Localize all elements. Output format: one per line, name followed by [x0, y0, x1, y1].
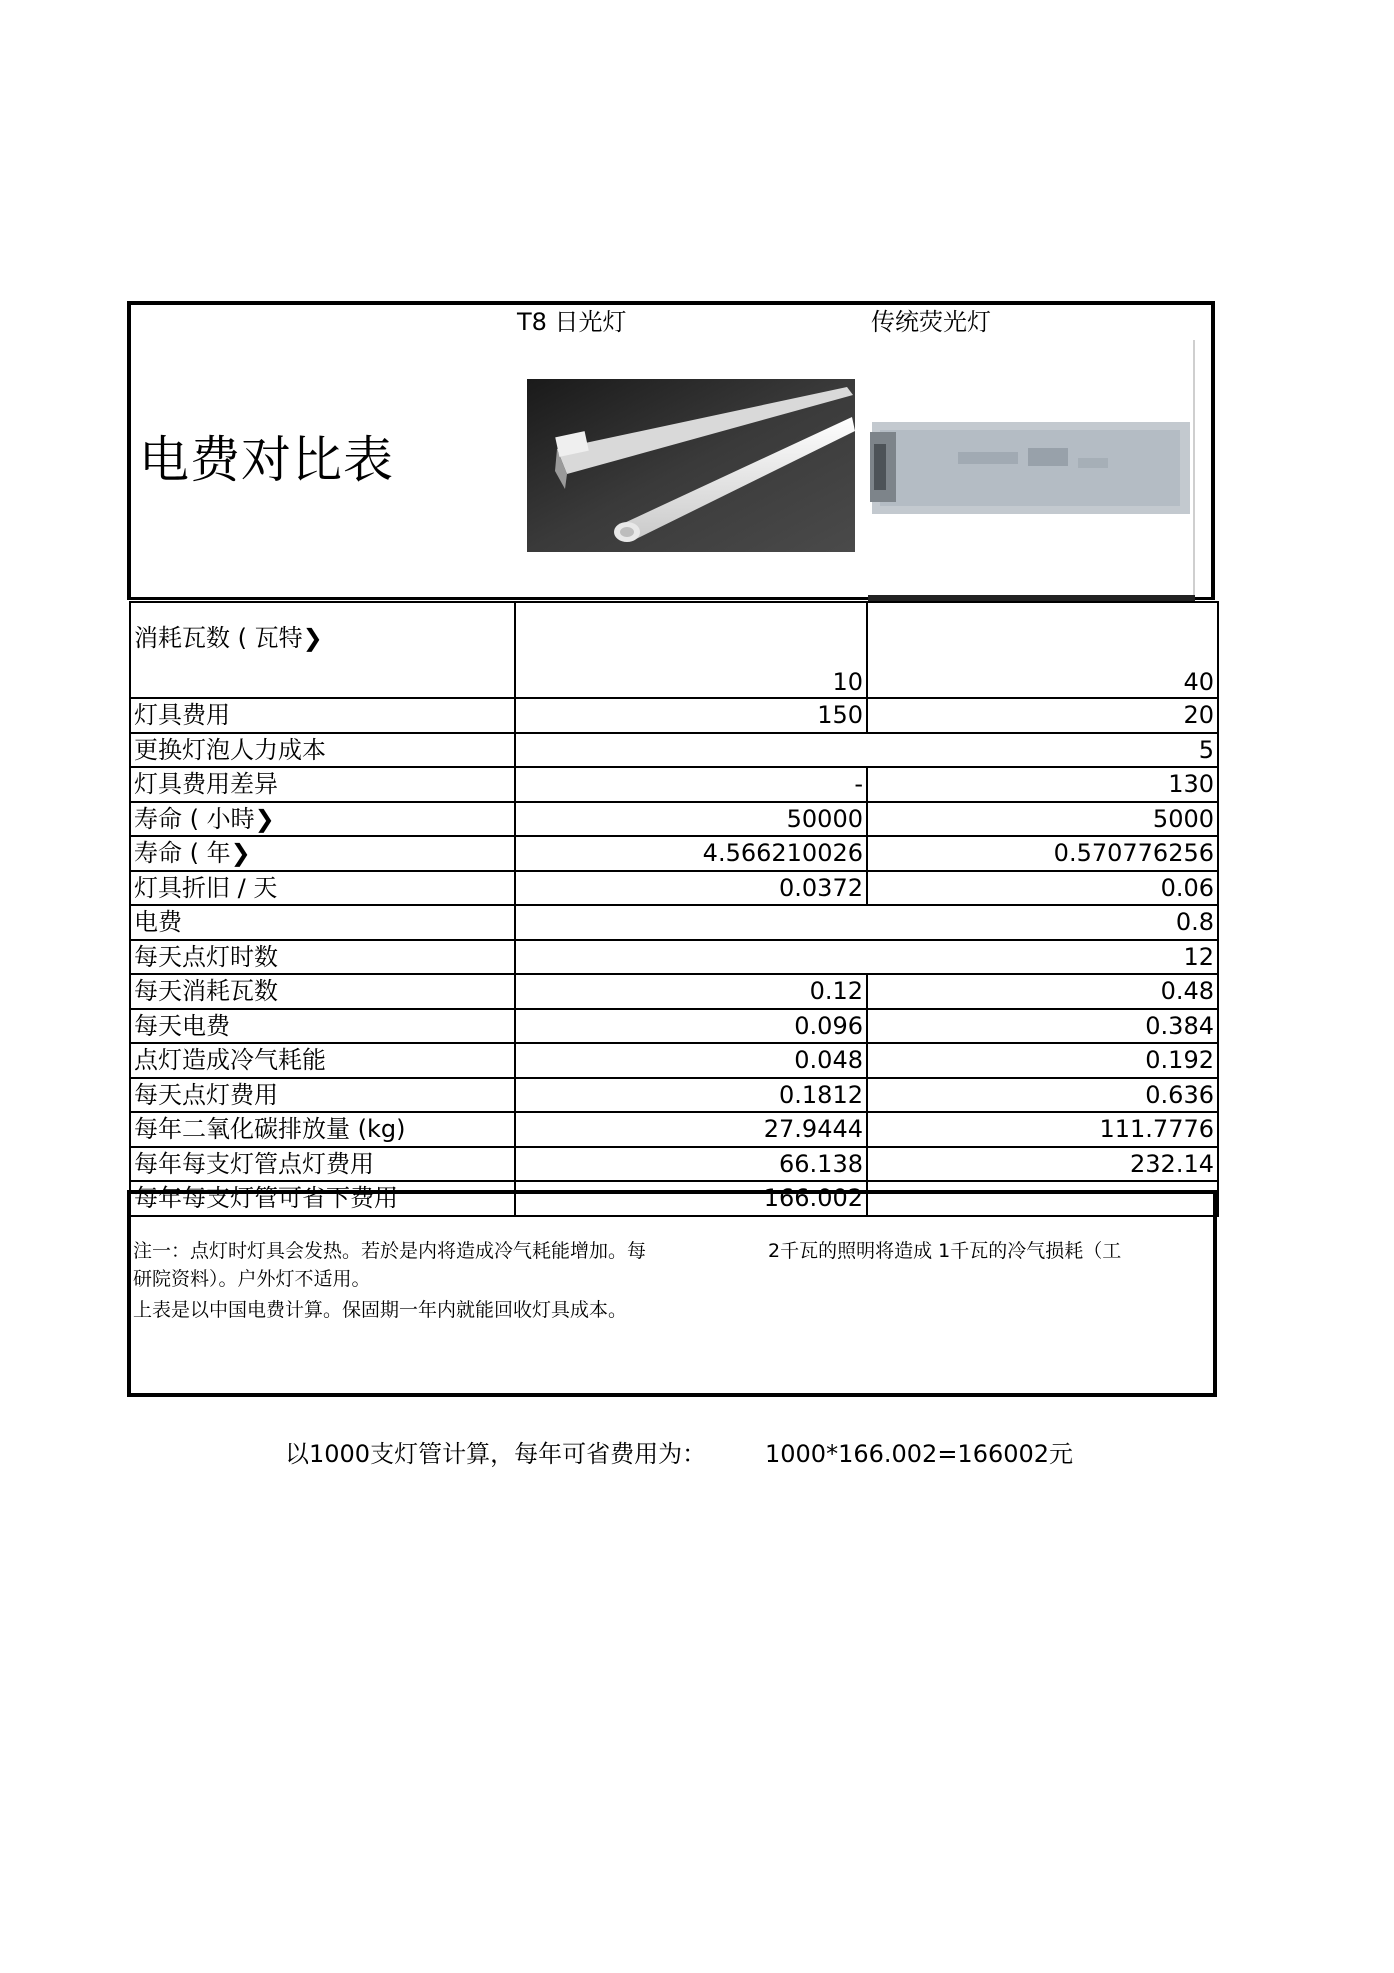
table-row — [130, 767, 1218, 802]
table-row — [130, 1009, 1218, 1044]
cell-traditional: 0.06 — [867, 871, 1218, 906]
table-row — [130, 871, 1218, 906]
table-row — [130, 905, 1218, 940]
table-row — [130, 974, 1218, 1009]
cost-comparison-table — [129, 601, 1219, 1217]
cell-t8: 166.002 — [515, 1181, 867, 1216]
row-label: 灯具费用 — [130, 698, 515, 733]
cell-traditional: 0.636 — [867, 1078, 1218, 1113]
table-row — [130, 733, 1218, 768]
cell-t8: 10 — [515, 602, 867, 698]
table-row — [130, 1043, 1218, 1078]
row-label: 每天点灯时数 — [130, 940, 515, 975]
note-line-2: 研院资料）。户外灯不适用。 — [133, 1268, 371, 1290]
cell-merged: 5 — [515, 733, 1218, 768]
cell-t8: - — [515, 767, 867, 802]
column-label-traditional: 传统荧光灯 — [871, 308, 991, 336]
cell-t8: 66.138 — [515, 1147, 867, 1182]
row-label: 寿命 ( 小時❯ — [130, 802, 515, 837]
cell-traditional: 232.14 — [867, 1147, 1218, 1182]
cell-t8: 0.1812 — [515, 1078, 867, 1113]
row-label: 每天电费 — [130, 1009, 515, 1044]
column-label-t8: T8 日光灯 — [517, 308, 627, 336]
cell-merged: 12 — [515, 940, 1218, 975]
traditional-tube-image — [868, 340, 1195, 601]
cell-traditional: 0.48 — [867, 974, 1218, 1009]
row-label: 更换灯泡人力成本 — [130, 733, 515, 768]
row-label: 电费 — [130, 905, 515, 940]
cell-t8: 0.096 — [515, 1009, 867, 1044]
cell-t8: 0.048 — [515, 1043, 867, 1078]
row-label: 点灯造成冷气耗能 — [130, 1043, 515, 1078]
cell-t8: 4.566210026 — [515, 836, 867, 871]
cell-traditional: 5000 — [867, 802, 1218, 837]
row-label: 每年每支灯管点灯费用 — [130, 1147, 515, 1182]
cell-t8: 0.12 — [515, 974, 867, 1009]
summary-value: 1000*166.002=166002元 — [765, 1440, 1074, 1468]
row-label: 寿命 ( 年❯ — [130, 836, 515, 871]
table-row — [130, 1078, 1218, 1113]
table-row — [130, 940, 1218, 975]
cell-traditional: 0.570776256 — [867, 836, 1218, 871]
cell-traditional: 0.192 — [867, 1043, 1218, 1078]
row-label: 灯具折旧 / 天 — [130, 871, 515, 906]
table-row — [130, 602, 1218, 698]
page-title: 电费对比表 — [139, 431, 394, 489]
cell-traditional: 111.7776 — [867, 1112, 1218, 1147]
cell-t8: 27.9444 — [515, 1112, 867, 1147]
cell-traditional: 130 — [867, 767, 1218, 802]
row-label: 每天消耗瓦数 — [130, 974, 515, 1009]
table-row — [130, 1147, 1218, 1182]
cell-t8: 50000 — [515, 802, 867, 837]
row-label: 每天点灯费用 — [130, 1078, 515, 1113]
table-row — [130, 836, 1218, 871]
table-row — [130, 1112, 1218, 1147]
cell-traditional: 20 — [867, 698, 1218, 733]
cell-merged: 0.8 — [515, 905, 1218, 940]
note-line-3: 上表是以中国电费计算。保固期一年内就能回收灯具成本。 — [133, 1299, 628, 1321]
cell-traditional: 0.384 — [867, 1009, 1218, 1044]
table-row — [130, 802, 1218, 837]
t8-tube-image — [527, 379, 855, 552]
row-label: 每年每支灯管可省下费用 — [130, 1181, 515, 1216]
note-line-1-continued: 2千瓦的照明将造成 1千瓦的冷气损耗（工 — [768, 1240, 1122, 1262]
row-label: 每年二氧化碳排放量 (kg) — [130, 1112, 515, 1147]
summary-label: 以1000支灯管计算，每年可省费用为： — [285, 1440, 707, 1468]
note-line-1: 注一：点灯时灯具会发热。若於是内将造成冷气耗能增加。每 — [133, 1240, 647, 1262]
row-label: 灯具费用差异 — [130, 767, 515, 802]
cell-t8: 150 — [515, 698, 867, 733]
cell-traditional: 40 — [867, 602, 1218, 698]
row-label: 消耗瓦数 ( 瓦特❯ — [130, 602, 515, 698]
cell-t8: 0.0372 — [515, 871, 867, 906]
table-row — [130, 698, 1218, 733]
